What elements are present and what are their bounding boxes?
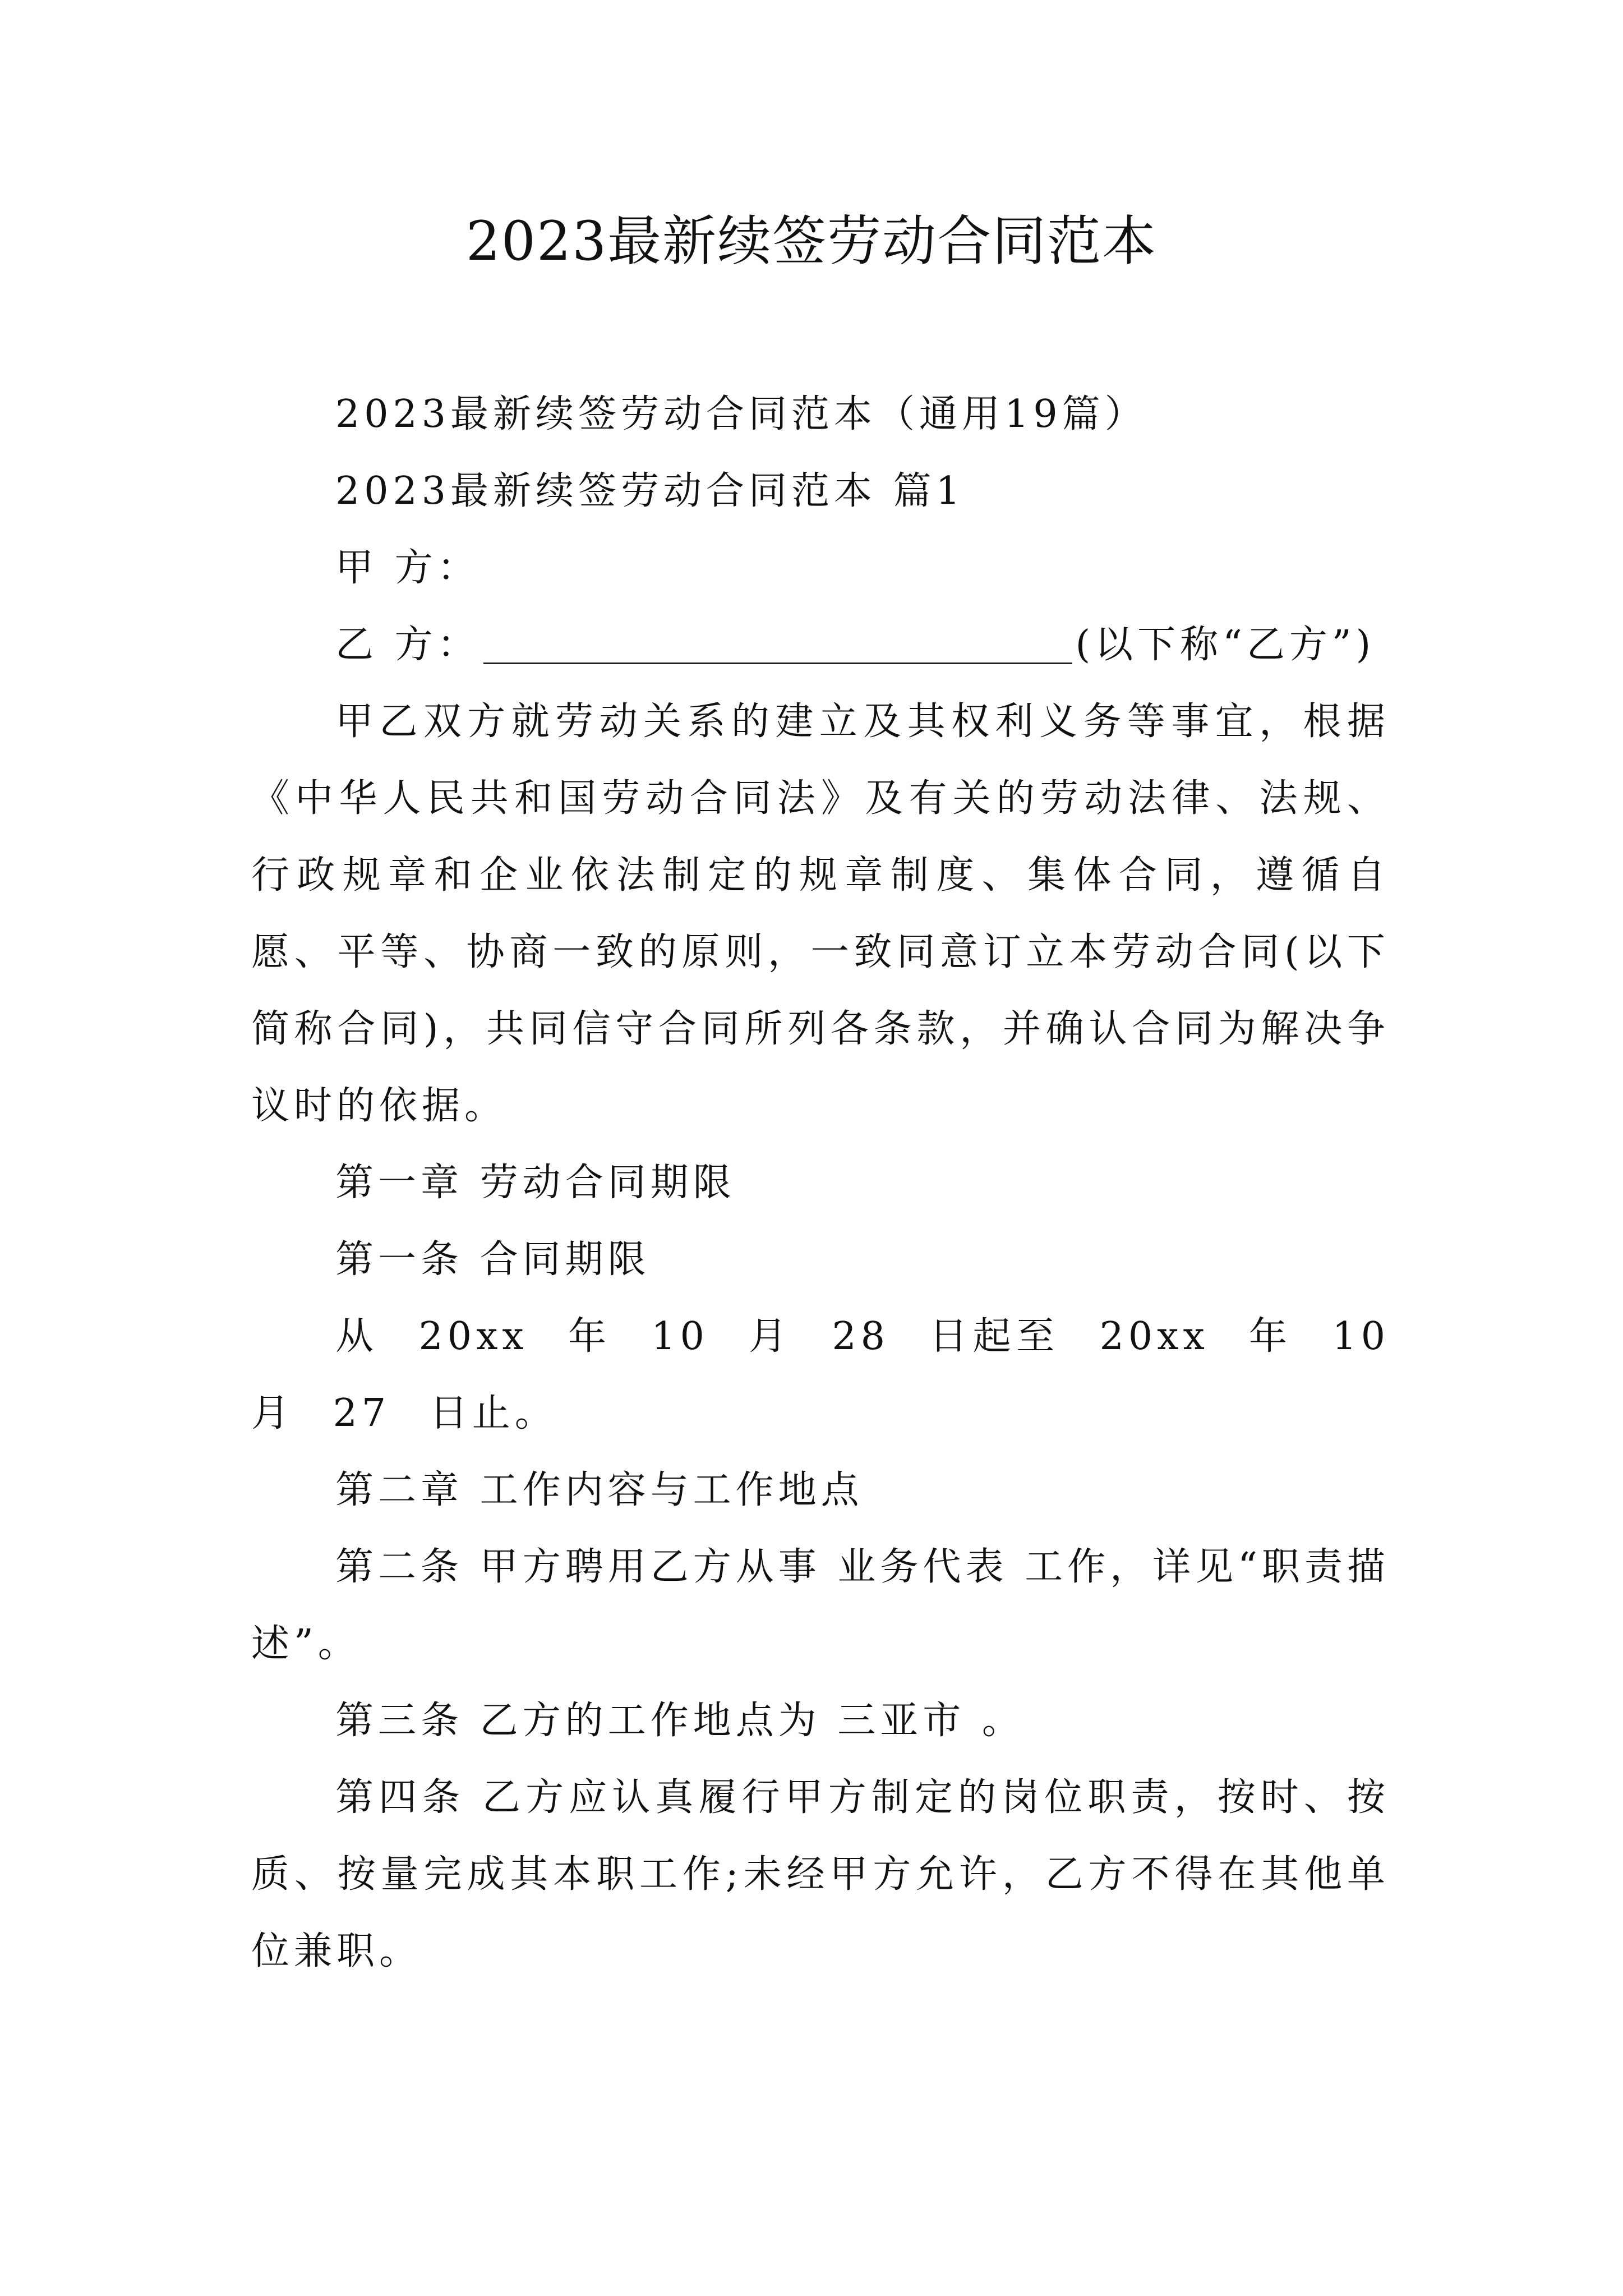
article-1-heading: 第一条 合同期限 <box>335 1237 651 1282</box>
chapter-1-heading: 第一章 劳动合同期限 <box>335 1161 736 1205</box>
article-2-paragraph: 第二条 甲方聘用乙方从事 业务代表 工作，详见“职责描述”。 <box>251 1545 1390 1666</box>
document-title: 2023最新续签劳动合同范本 <box>465 210 1158 273</box>
article-3-paragraph: 第三条 乙方的工作地点为 三亚市 。 <box>335 1699 1025 1743</box>
party-b-paragraph <box>251 606 1390 683</box>
party-b-blank-line <box>483 618 1072 664</box>
subtitle-paragraph: 2023最新续签劳动合同范本（通用19篇） <box>335 392 1147 436</box>
document-body <box>251 376 1390 1990</box>
chapter-2-heading: 第二章 工作内容与工作地点 <box>335 1468 864 1512</box>
party-b-label: 乙 方： <box>335 623 480 667</box>
article-4-paragraph: 第四条 乙方应认真履行甲方制定的岗位职责，按时、按质、按量完成其本职工作;未经甲方允许，乙方不得在其他单位兼职。 <box>251 1775 1390 1973</box>
preamble-paragraph: 甲乙双方就劳动关系的建立及其权利义务等事宜，根据《中华人民共和国劳动合同法》及有关的劳动法律、法规、行政规章和企业依法制定的规章制度、集体合同，遵循自愿、平等、协商一致的原则，一致同意订立本劳动合同(以下简称合同)，共同信守合同所列各条款，并确认合同为解决争议时的依据。 <box>251 700 1390 1128</box>
section-heading: 2023最新续签劳动合同范本 篇1 <box>335 469 965 513</box>
party-b-suffix: (以下称“乙方”) <box>1075 623 1376 667</box>
party-a-label: 甲 方： <box>335 546 480 590</box>
contract-term-paragraph: 从 20xx 年 10 月 28 日起至 20xx 年 10 月 27 日止。 <box>251 1314 1390 1435</box>
